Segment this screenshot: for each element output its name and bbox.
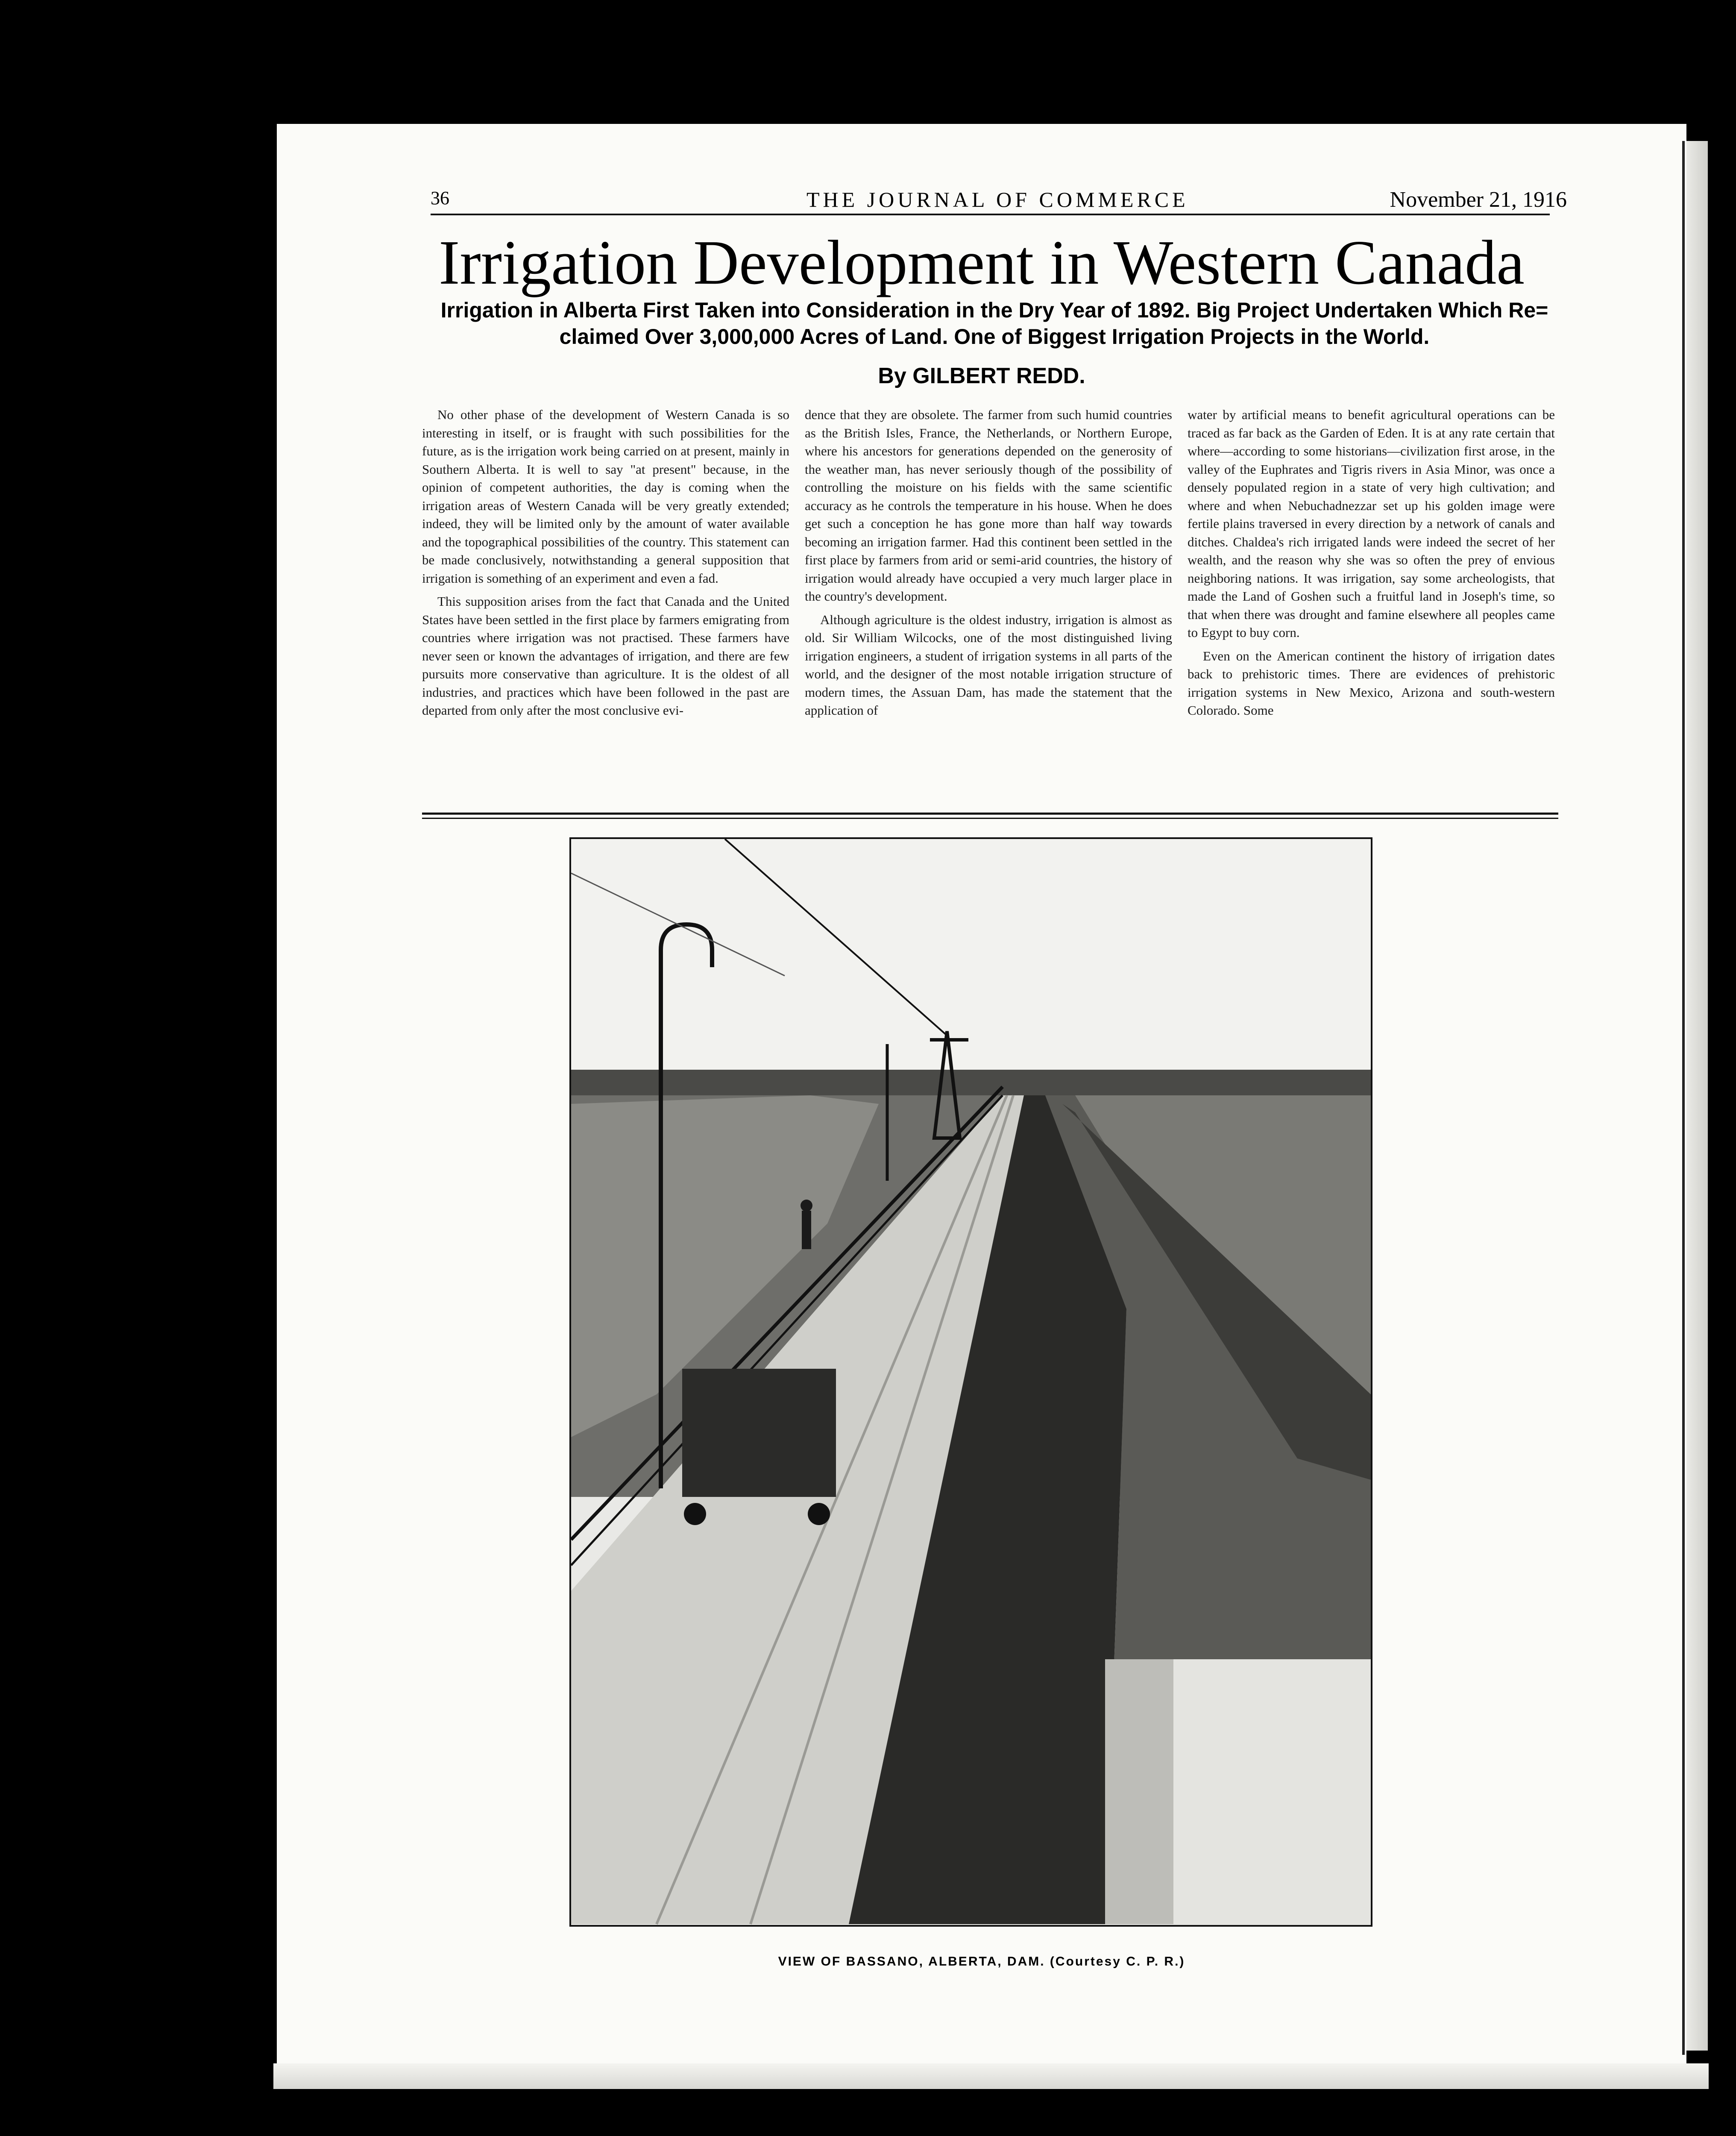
page-edge bbox=[1686, 141, 1708, 2051]
text-column-1 bbox=[422, 406, 789, 807]
article-subtitle: Irrigation in Alberta First Taken into Consideration in the Dry Year of 1892. Big Project Undertaken Which Re= claimed Over 3,000,000 Acres of Land. One of Biggest Irrigation Projects in the World. bbox=[440, 298, 1548, 349]
section-rule bbox=[422, 818, 1558, 819]
section-rule bbox=[422, 813, 1558, 815]
page-number: 36 bbox=[431, 188, 449, 208]
journal-name: THE JOURNAL OF COMMERCE bbox=[806, 188, 1189, 211]
paragraph: Although agriculture is the oldest industry, irrigation is almost as old. Sir William Wilcocks, one of the most distinguished living irrigation engineers, a student of irrigation systems in all parts of the world, and the designer of the most notable irrigation structure of modern times, the Assuan Dam, has made the statement that the application of bbox=[805, 612, 1172, 718]
dam-photo-illustration bbox=[571, 839, 1371, 1925]
paragraph: water by artificial means to benefit agricultural operations can be traced as far back as the Garden of Eden. It is at any rate certain that where—according to some historians—civilization first arose, in the valley of the Euphrates and Tigris rivers in Asia Minor, was once a densely populated region in a state of very high cultivation; and where and when Nebuchadnezzar set up his golden image were fertile plains traversed in every direction by a network of canals and ditches. Chaldea's rich irrigated lands were indeed the secret of her wealth, and the reason why she was so often the prey of envious neighboring nations. It was irrigation, say some archeologists, that made the Land of Goshen such a fruitful land in Joseph's time, so that when there was drought and famine elsewhere all peoples came to Egypt to buy corn. bbox=[1188, 407, 1555, 640]
text-column-2 bbox=[805, 406, 1172, 807]
header-rule bbox=[431, 214, 1550, 215]
page-bottom-edge bbox=[273, 2063, 1709, 2089]
text-column-3 bbox=[1188, 406, 1555, 807]
paragraph: Even on the American continent the history of irrigation dates back to prehistoric times. There are evidences of prehistoric irrigation systems in New Mexico, Arizona and south-western Colorado. Some bbox=[1188, 648, 1555, 718]
article-byline: By GILBERT REDD. bbox=[878, 364, 1085, 388]
paragraph: dence that they are obsolete. The farmer from such humid countries as the British Isles, France, the Netherlands, or Northern Europe, where his ancestors for generations depended on the generosity of the weather man, has never seriously though of the possibility of controlling the moisture on his fields with the same scientific accuracy as he controls the temperature in his house. When he does get such a conception he has gone more than half way towards becoming an irrigation farmer. Had this continent been settled in the first place by farmers from arid or semi-arid countries, the history of irrigation would already have occupied a very much larger place in the country's development. bbox=[805, 407, 1172, 604]
page-gutter-line bbox=[1682, 141, 1685, 2055]
article-title: Irrigation Development in Western Canada bbox=[439, 228, 1525, 298]
dam-photograph bbox=[569, 837, 1372, 1927]
paragraph: This supposition arises from the fact that Canada and the United States have been settled in the first place by farmers emigrating from countries where irrigation was not practised. These farmers have never seen or known the advantages of irrigation, and there are few pursuits more conservative than agriculture. It is the oldest of all industries, and practices which have been followed in the past are departed from only after the most conclusive evi- bbox=[422, 594, 789, 718]
issue-date: November 21, 1916 bbox=[1390, 188, 1567, 212]
newspaper-page bbox=[277, 124, 1686, 2063]
running-head bbox=[431, 187, 1567, 217]
photo-caption: VIEW OF BASSANO, ALBERTA, DAM. (Courtesy C. P. R.) bbox=[778, 1954, 1185, 1969]
paragraph: No other phase of the development of Western Canada is so interesting in itself, or is fraught with such possibilities for the future, as is the irrigation work being carried on at present, mainly in Southern Alberta. It is well to say "at present" because, in the opinion of competent authorities, the day is coming when the irrigation areas of Western Canada will be very greatly extended; indeed, they will be limited only by the amount of water available and the topographical possibilities of the country. This statement can be made conclusively, notwithstanding a general supposition that irrigation is something of an experiment and even a fad. bbox=[422, 407, 789, 586]
